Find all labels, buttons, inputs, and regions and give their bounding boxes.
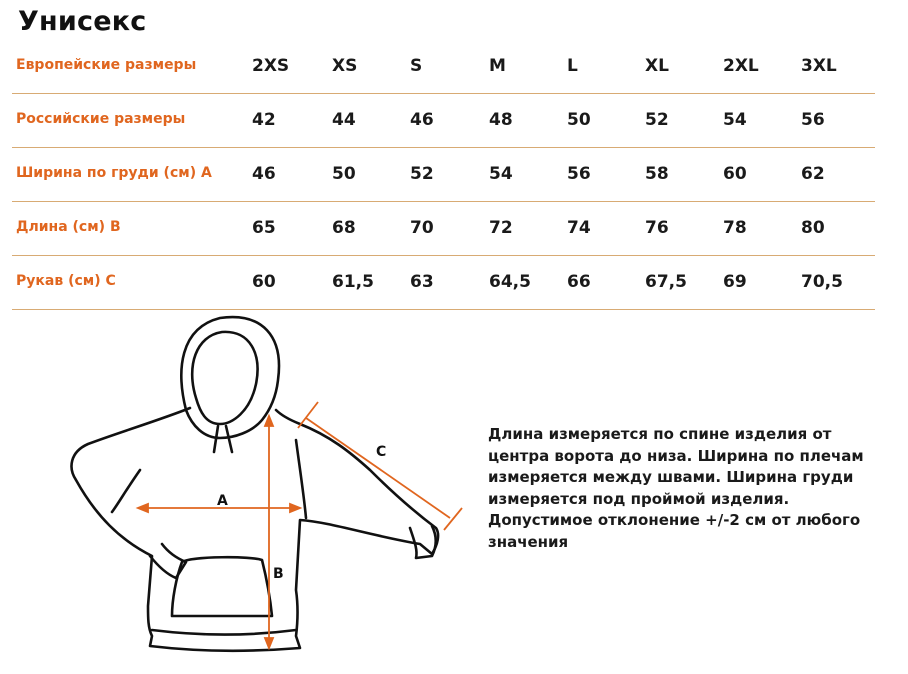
measure-c-tick-end xyxy=(444,508,462,530)
size-cell: 2XL xyxy=(723,56,759,76)
measure-b-label: B xyxy=(273,566,284,582)
page-title: Унисекс xyxy=(18,6,147,37)
arrowhead-icon xyxy=(138,504,148,512)
size-cell: 63 xyxy=(410,272,434,292)
row-label: Рукав (см) С xyxy=(16,273,116,289)
size-cell: 76 xyxy=(645,218,669,238)
measurement-note: Длина измеряется по спине изделия от центра ворота до низа. Ширина по плечам измеряется между швами. Ширина груди измеряется под проймой изделия. Допустимое отклонение +/-2 см от любого значения xyxy=(488,425,864,551)
cuff-right xyxy=(410,526,436,558)
size-cell: 56 xyxy=(801,110,825,130)
drawstring-right xyxy=(226,426,232,452)
size-cell: 65 xyxy=(252,218,276,238)
row-label: Европейские размеры xyxy=(16,57,197,73)
size-table xyxy=(12,40,875,310)
size-cell: 67,5 xyxy=(645,272,687,292)
measure-c-label: C xyxy=(376,444,387,460)
size-cell: 44 xyxy=(332,110,356,130)
arrowhead-icon xyxy=(290,504,300,512)
hood-outer xyxy=(181,317,279,438)
size-cell: 50 xyxy=(567,110,591,130)
row-length xyxy=(12,202,875,256)
row-sleeve xyxy=(12,256,875,310)
arrowhead-icon xyxy=(265,416,273,426)
size-cell: L xyxy=(567,56,578,76)
size-cell: 80 xyxy=(801,218,825,238)
size-cell: 3XL xyxy=(801,56,837,76)
kangaroo-pocket xyxy=(172,557,272,616)
measure-c-line xyxy=(306,418,450,518)
row-label: Ширина по груди (см) А xyxy=(16,165,212,181)
size-cell: 52 xyxy=(645,110,669,130)
size-cell: 42 xyxy=(252,110,276,130)
size-cell: 66 xyxy=(567,272,591,292)
size-cell: 61,5 xyxy=(332,272,374,292)
size-cell: 46 xyxy=(252,164,276,184)
row-ru-sizes xyxy=(12,94,875,148)
size-cell: 69 xyxy=(723,272,747,292)
size-cell: 50 xyxy=(332,164,356,184)
size-cell: 78 xyxy=(723,218,747,238)
size-cell: 54 xyxy=(723,110,747,130)
size-cell: 74 xyxy=(567,218,591,238)
size-cell: 62 xyxy=(801,164,825,184)
size-cell: 48 xyxy=(489,110,513,130)
size-cell: S xyxy=(410,56,423,76)
size-cell: 60 xyxy=(252,272,276,292)
size-cell: 46 xyxy=(410,110,434,130)
row-eu-sizes xyxy=(12,40,875,94)
size-cell: 68 xyxy=(332,218,356,238)
row-label: Российские размеры xyxy=(16,111,186,127)
hood-inner xyxy=(192,332,257,424)
size-cell: 70 xyxy=(410,218,434,238)
hoodie-outline xyxy=(72,317,439,651)
hem-line xyxy=(152,630,296,635)
size-cell: 72 xyxy=(489,218,513,238)
size-cell: XL xyxy=(645,56,669,76)
size-cell: M xyxy=(489,56,506,76)
arrowhead-icon xyxy=(265,638,273,648)
size-cell: 52 xyxy=(410,164,434,184)
size-cell: 54 xyxy=(489,164,513,184)
size-cell: 2XS xyxy=(252,56,290,76)
row-label: Длина (см) В xyxy=(16,219,121,235)
size-cell: 56 xyxy=(567,164,591,184)
measure-a-label: A xyxy=(217,493,228,509)
hoodie-measurement-diagram xyxy=(58,312,478,667)
size-cell: XS xyxy=(332,56,358,76)
cuff-left xyxy=(150,544,186,578)
size-cell: 58 xyxy=(645,164,669,184)
seam-left xyxy=(112,470,140,512)
size-cell: 64,5 xyxy=(489,272,531,292)
size-cell: 70,5 xyxy=(801,272,843,292)
row-chest-width xyxy=(12,148,875,202)
size-cell: 60 xyxy=(723,164,747,184)
